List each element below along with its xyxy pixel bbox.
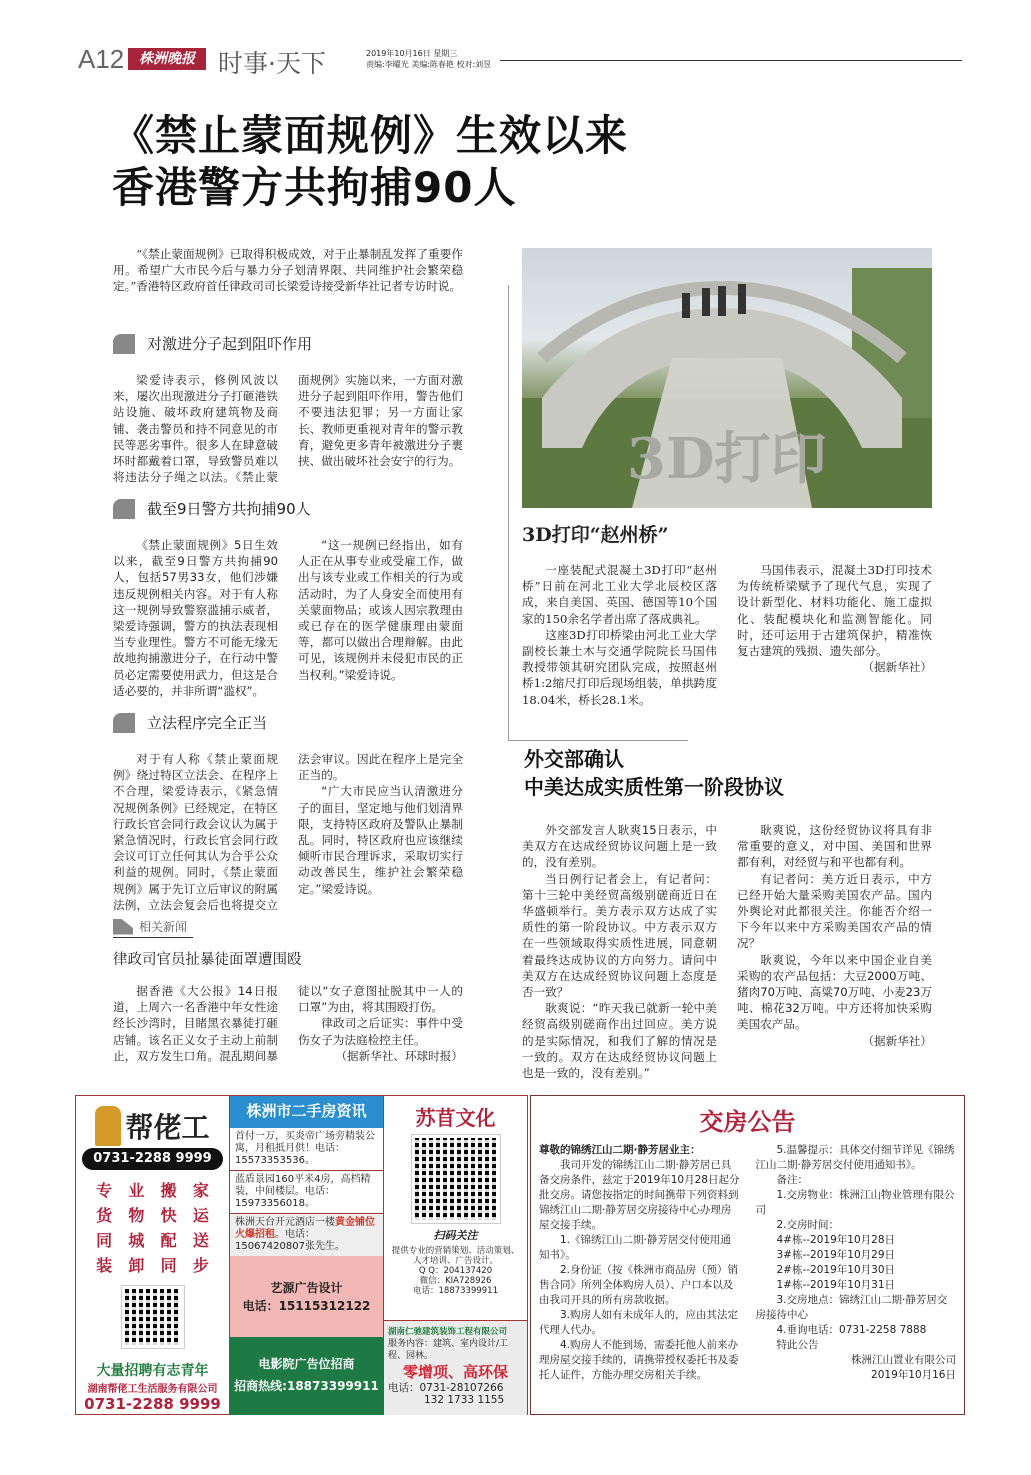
section-2-body xyxy=(113,537,463,699)
section-heading-2 xyxy=(113,498,311,519)
worker-mascot-icon xyxy=(95,1106,121,1146)
notice-paragraph: 特此公告 xyxy=(776,1339,819,1351)
notice-paragraph: 1#栋--2019年10月31日 xyxy=(776,1279,895,1291)
ad-title: 电影院广告位招商 xyxy=(258,1357,355,1371)
photo-frame-line xyxy=(508,740,688,741)
section-heading-text: 截至9日警方共拘捕90人 xyxy=(147,500,311,518)
paragraph: “这一规例已经指出，如有人正在从事专业或受雇工作，做出与该专业或工作相关的行为或活动时，为了人身安全而使用有关蒙面物品；或该人因宗教理由或已存在的医学健康理由蒙面等，都可以做出合理辩解。由此可见，该规例并未侵犯市民的正当权利。”梁爱诗说。 xyxy=(298,538,463,682)
arrow-icon xyxy=(113,919,133,935)
service-char: 搬 xyxy=(160,1181,177,1200)
ad-yiyuan xyxy=(230,1256,383,1337)
article-2-title xyxy=(524,745,784,801)
paragraph: 《禁止蒙面规例》5日生效以来，截至9日警方共拘捕90人，包括57男33女，他们涉嫌违反规例相关内容。对于有人称这一规例导致警察滥捕示威者，梁爱诗强调，警方的执法表现相当专业理性。警方不可能无缘无故地拘捕激进分子，在行动中警员必定需要使用武力，但这是合适必要的，并非所谓“滥权”。 xyxy=(113,538,278,698)
notice-paragraph: 3#栋--2019年10月29日 xyxy=(776,1249,895,1261)
section-heading-text: 对激进分子起到阻吓作用 xyxy=(147,335,313,353)
service-char: 同 xyxy=(96,1231,113,1250)
notice-paragraph: 备注： xyxy=(776,1174,808,1186)
source-credit: （据新华社） xyxy=(862,660,932,675)
notice-left xyxy=(539,1143,740,1383)
service-char: 物 xyxy=(128,1206,145,1225)
greeting: 尊敬的锦绣江山二期·静芳居业主： xyxy=(539,1144,701,1156)
brand-row xyxy=(76,1106,229,1146)
notice-date: 2019年10月16日 xyxy=(871,1369,956,1381)
company-name: 湖南帮佬工生活服务有限公司 xyxy=(87,1384,218,1395)
paragraph: “广大市民应当认清激进分子的面目，坚定地与他们划清界限，支持特区政府及警队止暴制乱。同时，特区政府也应该继续倾听市民合理诉求，采取切实行动改善民生，维护社会繁荣稳定。”梁爱诗说。 xyxy=(298,784,463,896)
service-char: 卸 xyxy=(128,1256,145,1275)
notice-company: 株洲江山置业有限公司 xyxy=(851,1354,956,1366)
headline-line-1: 《禁止蒙面规例》生效以来 xyxy=(112,111,629,160)
notice-paragraph: 4.购房人不能到场，需委托他人前来办理房屋交接手续的，请携带授权委托书及委托人证件，方能办理交房相关手续。 xyxy=(539,1339,739,1381)
section-3-body xyxy=(113,751,463,913)
notice-paragraph: 3.交房地点：锦绣江山二期·静芳居交房接待中心 xyxy=(755,1294,948,1321)
ad-secondhand-housing xyxy=(230,1095,383,1415)
ad-title: 艺源广告设计 xyxy=(270,1280,343,1295)
source-credit: （据新华社） xyxy=(862,1033,932,1048)
service: 服务内容：建筑、室内设计/工程、园林。 xyxy=(388,1339,509,1361)
ad-construction xyxy=(384,1320,527,1415)
ad-title: 株洲市二手房资讯 xyxy=(230,1096,383,1128)
tel: 电话：18873399911 xyxy=(413,1286,498,1296)
notice-paragraph: 我司开发的锦绣江山二期·静芳居已具备交房条件，兹定于2019年10月28日起分批交房。请您按指定的时间携带下列资料到锦绣江山二期·静芳居交房接待中心办理房屋交接手续。 xyxy=(539,1159,740,1231)
listing: 首付一万，买炎帝广场旁精装公寓，月租抵月供！电话：15573353536。 xyxy=(230,1128,383,1171)
service-char: 步 xyxy=(192,1256,209,1275)
section-marker-icon xyxy=(113,334,135,354)
section-marker-icon xyxy=(113,499,135,519)
service-char: 快 xyxy=(160,1206,177,1225)
desc: 提供专业的营销策划、活动策划、人才培训、广告设计。 xyxy=(391,1246,520,1266)
qr-code xyxy=(412,1135,500,1223)
notice-paragraph: 5.温馨提示：具体交付细节详见《锦绣江山二期·静芳居交付使用通知书》。 xyxy=(755,1144,955,1171)
paragraph: 据香港《大公报》14日报道，上周六一名香港中年女性途经长沙湾时，目睹黑衣暴徒打砸店铺。该名正义女子主动上前制止，双方发生口角。混乱期间暴徒以“女子意图扯脱其中一人的口罩”为由，将其围殴打伤。 xyxy=(113,984,463,1063)
section-1-body xyxy=(113,372,463,485)
paragraph: 对于有人称《禁止蒙面规例》绕过特区立法会、在程序上不合理，梁爱诗表示，《紧急情况规例条例》已经规定，在特区行政长官会同行政会议认为属于紧急情况时，行政长官会同行政会议可订立任何其认为合乎公众利益的规例。同时，《禁止蒙面规例》属于先订立后审议的附属法例，立法会复会后也将提交立法会审议。因此在程序上是完全正当的。 xyxy=(113,752,463,912)
notice-right-items xyxy=(756,1143,957,1353)
section-heading-text: 立法程序完全正当 xyxy=(147,714,268,732)
paragraph: 耿爽说：“昨天我已就新一轮中美经贸高级别磋商作出过回应。美方说的是实际情况，和我们了解的情况是一致的。双方在达成经贸协议问题上也是一致的，没有差别。” xyxy=(522,1001,717,1081)
service-char: 同 xyxy=(160,1256,177,1275)
company-phone: 0731-2288 9999 xyxy=(84,1395,221,1413)
notice-paragraph: 2.身份证（按《株洲市商品房（预）销售合同》所列全体购房人员）、户口本以及由我司开具的所有房款收据。 xyxy=(539,1264,739,1306)
section-marker-icon xyxy=(113,713,135,733)
paragraph: 一座装配式混凝土3D打印“赵州桥”日前在河北工业大学北辰校区落成，来自美国、英国、德国等10个国家的150余名学者出席了落成典礼。 xyxy=(522,563,717,626)
related-body xyxy=(113,983,463,1064)
wechat: 微信：KIA728926 xyxy=(419,1276,492,1286)
page-number: A12 xyxy=(78,44,125,74)
service-char: 城 xyxy=(128,1231,145,1250)
qq: Q Q：204137420 xyxy=(418,1266,493,1276)
listing-text: 株洲天台开元酒店一楼 xyxy=(235,1217,335,1228)
article-intro xyxy=(113,246,463,295)
bridge-illustration xyxy=(522,248,932,508)
paragraph: 梁爱诗表示，修例风波以来，屡次出现激进分子打砸港铁站设施、破坏政府建筑物及商铺、袭击警员和持不同意见的市民等恶劣事件。很多人在肆意破坏时都戴着口罩，导致警员难以将违法分子绳之以法。《禁止蒙面规例》实施以来，一方面对激进分子起到阻吓作用，警告他们不要违法犯罪；另一方面让家长、教师更重视对青年的警示教育，避免更多青年被激进分子裹挟、做出破坏社会安宁的行为。 xyxy=(113,373,463,485)
listing-highlight: 黄金铺位火爆招租 xyxy=(235,1217,375,1240)
paragraph: 有记者问：美方近日表示，中方已经开始大量采购美国农产品。国内外舆论对此都很关注。你能否介绍一下今年以来中方采购美国农产品的情况？ xyxy=(737,871,932,951)
brand-name: 帮佬工 xyxy=(125,1111,210,1144)
listing: 蓝盾景园160平米4房，高档精装，中间楼层。电话：15973356018。 xyxy=(230,1171,383,1214)
related-label-text: 相关新闻 xyxy=(139,920,188,934)
notice-paragraph: 4#栋--2019年10月28日 xyxy=(776,1234,895,1246)
section-heading-1 xyxy=(113,333,312,354)
section-title: 时事·天下 xyxy=(218,49,326,78)
ad-phone: 电话：15115312122 xyxy=(242,1298,371,1313)
header-rule xyxy=(500,60,962,61)
notice-right xyxy=(756,1143,957,1383)
notice-paragraph: 2.交房时间： xyxy=(776,1219,840,1231)
paragraph: 外交部发言人耿爽15日表示，中美双方在达成经贸协议问题上是一致的，没有差别。 xyxy=(522,823,717,870)
ad-cinema xyxy=(230,1337,383,1415)
related-news-label xyxy=(113,918,193,938)
notice-paragraph: 4.垂询电话：0731-2258 7888 xyxy=(776,1324,927,1336)
slogan: 零增项、高环保 xyxy=(402,1363,508,1381)
recruit-text: 大量招聘有志青年 xyxy=(96,1363,209,1379)
service-char: 运 xyxy=(192,1206,209,1225)
handover-notice xyxy=(530,1095,965,1415)
paragraph: 耿爽说，这份经贸协议将具有非常重要的意义，对中国、美国和世界都有利，对经贸与和平也都有利。 xyxy=(737,823,932,870)
service-char: 业 xyxy=(128,1181,145,1200)
notice-paragraph: 2#栋--2019年10月30日 xyxy=(776,1264,895,1276)
related-title: 律政司官员扯暴徒面罩遭围殴 xyxy=(113,952,302,968)
headline-line-2: 香港警方共拘捕90人 xyxy=(112,163,517,212)
ad-moving-company xyxy=(75,1095,230,1415)
scan-label: 扫码关注 xyxy=(433,1229,478,1242)
main-headline xyxy=(112,110,628,214)
phone: 电话：0731-28107266 xyxy=(388,1382,504,1394)
ad-culture-company xyxy=(383,1095,528,1415)
phone-pill: 0731-2288 9999 xyxy=(82,1148,223,1170)
photo-caption-title: 3D打印“赵州桥” xyxy=(522,524,669,546)
photo-caption-body xyxy=(522,562,932,708)
contact-info xyxy=(384,1243,527,1299)
title-line-2: 中美达成实质性第一阶段协议 xyxy=(524,775,784,799)
source-credit: （据新华社、环球时报） xyxy=(335,1048,463,1063)
notice-body xyxy=(531,1137,964,1383)
bridge-photo xyxy=(522,248,932,508)
ad-phone: 招商热线:18873399911 xyxy=(234,1379,379,1393)
service-char: 配 xyxy=(160,1231,177,1250)
service-char: 货 xyxy=(96,1206,113,1225)
listing-text: 。电话：15067420807张先生。 xyxy=(235,1229,345,1252)
qr-code xyxy=(122,1286,184,1348)
listing xyxy=(230,1214,383,1256)
bridge-sign: 3D打印 xyxy=(627,426,827,492)
notice-paragraph: 1.交房物业：株洲江山物业管理有限公司 xyxy=(755,1189,955,1216)
paragraph: 这座3D打印桥梁由河北工业大学副校长兼土木与交通学院院长马国伟教授带领其研究团队完成，按照赵州桥1:2缩尺打印后现场组装，单拱跨度18.04米，桥长28.1米。 xyxy=(522,627,717,707)
photo-frame-line xyxy=(508,285,509,740)
section-heading-3 xyxy=(113,712,267,733)
paragraph: 律政司之后证实：事件中受伤女子为法庭检控主任。 xyxy=(298,1016,463,1047)
service-char: 专 xyxy=(96,1181,113,1200)
paragraph: 耿爽说，今年以来中国企业自美采购的农产品包括：大豆2000万吨、猪肉70万吨、高粱70万吨、小麦23万吨、棉花32万吨。中方还将加快采购美国农产品。 xyxy=(737,952,932,1032)
company-name: 湖南仁驰建筑装饰工程有限公司 xyxy=(388,1327,508,1337)
notice-paragraph: 1.《锦绣江山二期·静芳居交付使用通知书》。 xyxy=(539,1234,731,1261)
issue-meta xyxy=(366,48,491,70)
intro-text: “《禁止蒙面规例》已取得积极成效，对于止暴制乱发挥了重要作用。希望广大市民今后与暴力分子划清界限、共同维护社会繁荣稳定。”香港特区政府首任律政司司长梁爱诗接受新华社记者专访时说。 xyxy=(113,247,463,294)
services-grid xyxy=(88,1178,217,1276)
notice-title: 交房公告 xyxy=(699,1108,796,1136)
issue-date: 2019年10月16日 星期三 xyxy=(366,49,458,58)
service-char: 送 xyxy=(192,1231,209,1250)
paragraph: 马国伟表示，混凝土3D打印技术为传统桥梁赋予了现代气息，实现了设计新型化、材料功能化、施工虚拟化、装配模块化和监测智能化。同时，还可运用于古建筑保护，精准恢复古建筑的残损、遗失部分。 xyxy=(737,563,932,659)
editors: 责编:李曜光 美编:陈春艳 校对:刘昱 xyxy=(366,60,492,69)
article-2-body xyxy=(522,822,932,1081)
notice-paragraph: 3.购房人如有未成年人的，应由其法定代理人代办。 xyxy=(539,1309,739,1336)
paragraph: 当日例行记者会上，有记者问：第十三轮中美经贸高级别磋商近日在华盛顿举行。美方表示双方达成了实质性的第一阶段协议。中方表示双方在一些领域取得实质性进展，同意朝着最终达成协议的方向努力。请问中美双方在达成经贸协议问题上态度是否一致？ xyxy=(522,871,717,1000)
phone: 132 1733 1155 xyxy=(424,1394,505,1406)
ad-title: 苏苜文化 xyxy=(415,1106,496,1130)
notice-sign xyxy=(756,1353,957,1383)
service-char: 家 xyxy=(192,1181,209,1200)
service-char: 装 xyxy=(96,1256,113,1275)
newspaper-logo: 株洲晚报 xyxy=(128,48,206,70)
title-line-1: 外交部确认 xyxy=(524,747,624,771)
